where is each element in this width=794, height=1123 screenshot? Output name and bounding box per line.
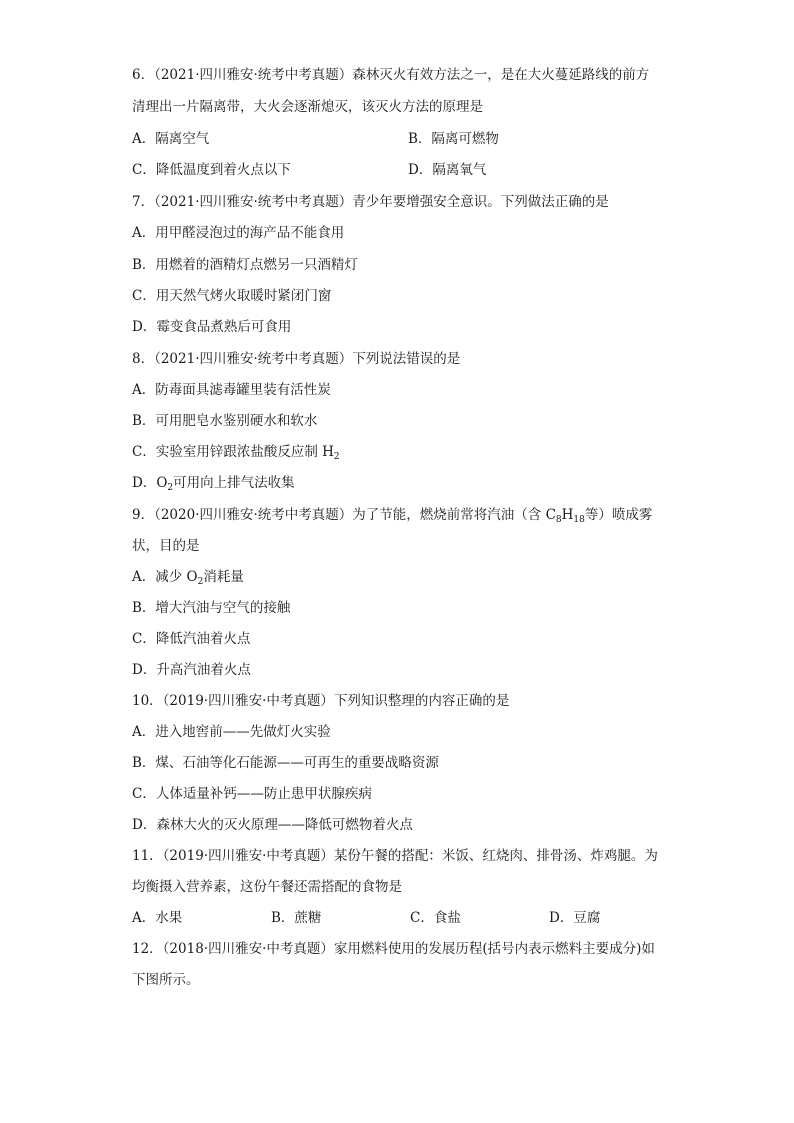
question-8-option-b: B．可用肥皂水鉴别硬水和软水 [132, 413, 318, 429]
question-9-stem-line-1 [132, 506, 652, 524]
option-text-tail: 消耗量 [203, 569, 244, 585]
question-10-option-b: B．煤、石油等化石能源——可再生的重要战略资源 [132, 755, 439, 771]
question-7-option-c: C．用天然气烤火取暖时紧闭门窗 [132, 288, 332, 304]
question-6-option-d: D．隔离氧气 [408, 162, 487, 178]
question-6-stem-line-1: 6．（2021·四川雅安·统考中考真题）森林灭火有效方法之一，是在大火蔓延路线的前方 [132, 67, 650, 83]
subscript: 2 [333, 452, 340, 462]
question-12-stem-line-1: 12．（2018·四川雅安·中考真题）家用燃料使用的发展历程(括号内表示燃料主要成分)如 [132, 941, 655, 957]
question-7-stem: 7．（2021·四川雅安·统考中考真题）青少年要增强安全意识。下列做法正确的是 [132, 194, 609, 210]
question-11-option-a: A．水果 [132, 910, 183, 926]
question-10-stem: 10．（2019·四川雅安·中考真题）下列知识整理的内容正确的是 [132, 693, 510, 709]
question-8-stem: 8．（2021·四川雅安·统考中考真题）下列说法错误的是 [132, 351, 461, 367]
option-text-tail: 可用向上排气法收集 [173, 475, 295, 491]
stem-text: H [561, 507, 574, 523]
question-7-option-a: A．用甲醛浸泡过的海产品不能食用 [132, 225, 345, 241]
question-9-option-c: C．降低汽油着火点 [132, 631, 251, 647]
question-8-option-c [132, 443, 340, 461]
question-8-option-d [132, 474, 295, 492]
question-11-option-d: D．豆腐 [549, 910, 601, 926]
question-7-option-b: B．用燃着的酒精灯点燃另一只酒精灯 [132, 257, 358, 273]
subscript: 2 [197, 577, 204, 587]
question-9-option-d: D．升高汽油着火点 [132, 662, 251, 678]
question-9-stem-line-2: 状，目的是 [132, 538, 200, 554]
question-9-option-a [132, 568, 244, 586]
question-11-stem-line-2: 均衡摄入营养素，这份午餐还需搭配的食物是 [132, 879, 402, 895]
question-9-option-b: B．增大汽油与空气的接触 [132, 600, 291, 616]
question-6-option-b: B．隔离可燃物 [408, 131, 499, 147]
option-text: D．O [132, 475, 168, 491]
question-6-option-c: C．降低温度到着火点以下 [132, 162, 291, 178]
question-6-option-a: A．隔离空气 [132, 131, 210, 147]
option-text: C．实验室用锌跟浓盐酸反应制 H [132, 444, 334, 460]
question-8-option-a: A．防毒面具滤毒罐里装有活性炭 [132, 382, 331, 398]
question-10-option-a: A．进入地窖前——先做灯火实验 [132, 724, 331, 740]
subscript: 8 [555, 515, 562, 525]
question-11-option-c: C．食盐 [410, 910, 461, 926]
question-10-option-d: D．森林大火的灭火原理——降低可燃物着火点 [132, 817, 413, 833]
question-11-option-b: B．蔗糖 [271, 910, 322, 926]
question-7-option-d: D．霉变食品煮熟后可食用 [132, 319, 292, 335]
subscript: 18 [573, 515, 585, 525]
option-text: A．减少 O [132, 569, 198, 585]
subscript: 2 [167, 483, 174, 493]
stem-text: 9．（2020·四川雅安·统考中考真题）为了节能，燃烧前常将汽油（含 C [132, 507, 556, 523]
question-10-option-c: C．人体适量补钙——防止患甲状腺疾病 [132, 786, 372, 802]
question-11-stem-line-1: 11．（2019·四川雅安·中考真题）某份午餐的搭配：米饭、红烧肉、排骨汤、炸鸡腿。为 [132, 848, 658, 864]
stem-text-tail: 等）喷成雾 [584, 507, 653, 523]
question-12-stem-line-2: 下图所示。 [132, 972, 200, 988]
question-6-stem-line-2: 清理出一片隔离带，大火会逐渐熄灭，该灭火方法的原理是 [132, 99, 483, 115]
